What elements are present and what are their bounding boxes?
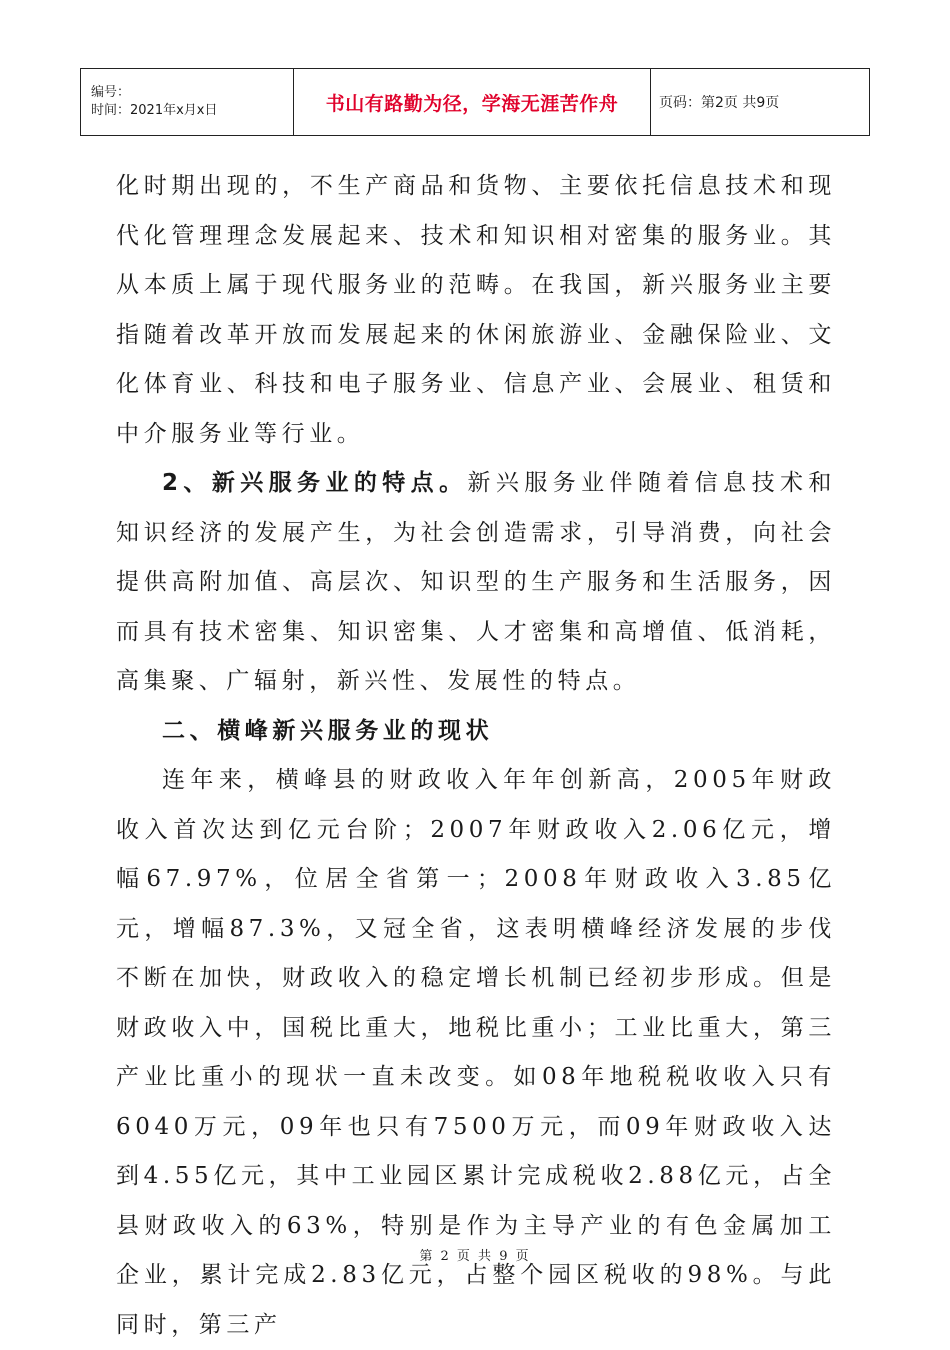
time-label: 时间：2021年x月x日 — [91, 103, 218, 118]
page-header — [80, 68, 870, 136]
paragraph-2-text: 新兴服务业伴随着信息技术和知识经济的发展产生，为社会创造需求，引导消费，向社会提供高附加值、高层次、知识型的生产服务和生活服务，因而具有技术密集、知识密集、人才密集和高增值、低消耗，高集聚、广辐射，新兴性、发展性的特点。 — [116, 470, 836, 694]
section-heading: 二、横峰新兴服务业的现状 — [162, 717, 494, 744]
header-meta — [81, 69, 294, 136]
header-page-info: 页码：第2页 共9页 — [651, 69, 870, 136]
paragraph-2-lead: 2、新兴服务业的特点。 — [162, 470, 468, 496]
number-label: 编号： — [91, 85, 131, 100]
paragraph-2 — [116, 459, 836, 707]
header-motto: 书山有路勤为径，学海无涯苦作舟 — [294, 69, 651, 136]
paragraph-3: 连年来，横峰县的财政收入年年创新高，2005年财政收入首次达到亿元台阶；2007年财政收入2.06亿元，增幅67.97%，位居全省第一；2008年财政收入3.85亿元，增幅87.3%，又冠全省，这表明横峰经济发展的步伐不断在加快，财政收入的稳定增长机制已经初步形成。但是财政收入中，国税比重大，地税比重小；工业比重大，第三产业比重小的现状一直未改变。如08年地税税收收入只有6040万元，09年也只有7500万元，而09年财政收入达到4.55亿元，其中工业园区累计完成税收2.88亿元，占全县财政收入的63%，特别是作为主导产业的有色金属加工企业，累计完成2.83亿元，占整个园区税收的98%。与此同时，第三产 — [116, 767, 836, 1338]
document-body — [116, 162, 836, 1350]
paragraph-1: 化时期出现的，不生产商品和货物、主要依托信息技术和现代化管理理念发展起来、技术和知识相对密集的服务业。其从本质上属于现代服务业的范畴。在我国，新兴服务业主要指随着改革开放而发展起来的休闲旅游业、金融保险业、文化体育业、科技和电子服务业、信息产业、会展业、租赁和中介服务业等行业。 — [116, 173, 836, 447]
page-footer: 第 2 页 共 9 页 — [419, 1249, 531, 1264]
